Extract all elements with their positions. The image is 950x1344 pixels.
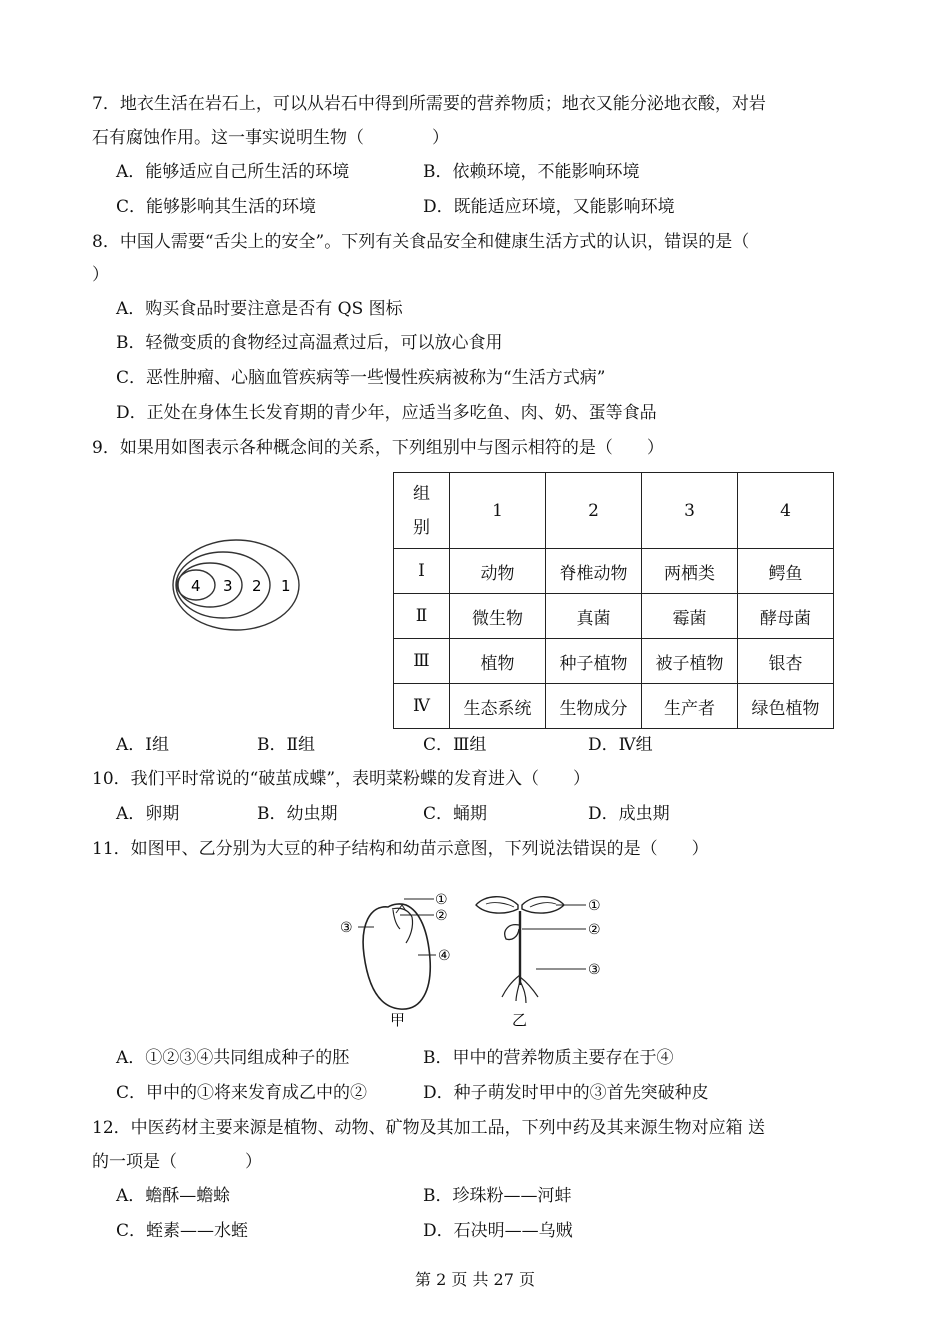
table-cell: 银杏: [738, 639, 834, 684]
table-cell: 绿色植物: [738, 684, 834, 729]
q7-option-d: D．既能适应环境，又能影响环境: [423, 197, 675, 217]
table-cell: 霉菌: [642, 594, 738, 639]
table-cell: 酵母菌: [738, 594, 834, 639]
q8-option-c: C．恶性肿瘤、心脑血管疾病等一些慢性疾病被称为“生活方式病”: [116, 368, 606, 388]
table-row: [394, 684, 834, 729]
q11-stem: 11．如图甲、乙分别为大豆的种子结构和幼苗示意图，下列说法错误的是（ ）: [92, 839, 709, 859]
page-footer: 第 2 页 共 27 页: [415, 1270, 535, 1289]
seedling-label-1: ①: [588, 898, 601, 914]
table-cell: 种子植物: [546, 639, 642, 684]
q12-option-b: B．珍珠粉——河蚌: [423, 1186, 572, 1206]
q7-stem-line1: 7．地衣生活在岩石上，可以从岩石中得到所需要的营养物质；地衣又能分泌地衣酸，对岩: [92, 94, 766, 114]
seed-label-3: ③: [340, 920, 353, 936]
seed-label-4: ④: [438, 948, 451, 964]
q9-stem: 9．如果用如图表示各种概念间的关系，下列组别中与图示相符的是（ ）: [92, 438, 664, 458]
diagram-label-2: 2: [252, 577, 262, 595]
table-cell: 鳄鱼: [738, 549, 834, 594]
table-cell: Ⅳ: [394, 684, 450, 729]
table-header-col3: 3: [642, 473, 738, 549]
q8-option-d: D．正处在身体生长发育期的青少年，应适当多吃鱼、肉、奶、蛋等食品: [116, 403, 657, 423]
q11-option-c: C．甲中的①将来发育成乙中的②: [116, 1083, 368, 1103]
table-row: [394, 594, 834, 639]
table-cell: 真菌: [546, 594, 642, 639]
diagram-label-1: 1: [281, 577, 291, 595]
q9-group-table: [393, 472, 834, 729]
q7-option-a: A．能够适应自己所生活的环境: [116, 162, 350, 182]
q12-option-c: C．蛭素——水蛭: [116, 1221, 249, 1241]
q7-option-c: C．能够影响其生活的环境: [116, 197, 317, 217]
table-cell: 被子植物: [642, 639, 738, 684]
q8-option-b: B．轻微变质的食物经过高温煮过后，可以放心食用: [116, 333, 503, 353]
seedling-label-3: ③: [588, 962, 601, 978]
table-header-col1: 1: [450, 473, 546, 549]
q11-option-b: B．甲中的营养物质主要存在于④: [423, 1048, 674, 1068]
seed-label-1: ①: [435, 892, 448, 908]
q8-stem-line1: 8．中国人需要“舌尖上的安全”。下列有关食品安全和健康生活方式的认识，错误的是（: [92, 232, 750, 252]
table-cell: 生物成分: [546, 684, 642, 729]
q12-option-d: D．石决明——乌贼: [423, 1221, 573, 1241]
table-cell: Ⅱ: [394, 594, 450, 639]
table-header-col2: 2: [546, 473, 642, 549]
seed-label-2: ②: [435, 908, 448, 924]
table-row: [394, 639, 834, 684]
q7-option-b: B．依赖环境，不能影响环境: [423, 162, 640, 182]
caption-yi: 乙: [512, 1011, 528, 1029]
q11-option-a: A．①②③④共同组成种子的胚: [116, 1048, 350, 1068]
table-cell: 微生物: [450, 594, 546, 639]
diagram-label-4: 4: [191, 577, 201, 595]
soybean-seed-seedling-figure: [330, 885, 620, 1035]
q11-option-d: D．种子萌发时甲中的③首先突破种皮: [423, 1083, 709, 1103]
q10-stem: 10．我们平时常说的“破茧成蝶”，表明菜粉蝶的发育进入（ ）: [92, 769, 591, 789]
q8-option-a: A．购买食品时要注意是否有 QS 图标: [116, 299, 403, 319]
table-row: [394, 549, 834, 594]
caption-jia: 甲: [390, 1011, 406, 1029]
nested-ellipse-diagram: [170, 530, 310, 640]
table-cell: 动物: [450, 549, 546, 594]
table-header-group: 组 别: [394, 473, 450, 549]
q10-option-a: A．卵期: [116, 804, 180, 824]
q12-stem-line1: 12．中医药材主要来源是植物、动物、矿物及其加工品，下列中药及其来源生物对应箱 送: [92, 1118, 766, 1138]
table-header-col4: 4: [738, 473, 834, 549]
q9-option-d: D．Ⅳ组: [588, 735, 653, 755]
table-cell: 生态系统: [450, 684, 546, 729]
table-cell: Ⅲ: [394, 639, 450, 684]
q10-option-d: D．成虫期: [588, 804, 670, 824]
q12-stem-line2: 的一项是（ ）: [92, 1152, 262, 1172]
q10-option-b: B．幼虫期: [257, 804, 338, 824]
table-cell: Ⅰ: [394, 549, 450, 594]
q7-stem-line2: 石有腐蚀作用。这一事实说明生物（ ）: [92, 128, 449, 148]
table-cell: 脊椎动物: [546, 549, 642, 594]
q10-option-c: C．蛹期: [423, 804, 488, 824]
table-cell: 生产者: [642, 684, 738, 729]
seed-diagram: [340, 892, 451, 1029]
table-header-row: [394, 473, 834, 549]
table-cell: 两栖类: [642, 549, 738, 594]
seedling-diagram: [476, 897, 601, 1029]
q12-option-a: A．蟾酥—蟾蜍: [116, 1186, 231, 1206]
diagram-label-3: 3: [223, 577, 233, 595]
q9-option-c: C．Ⅲ组: [423, 735, 487, 755]
q8-stem-line2: ）: [92, 265, 109, 285]
q9-option-b: B．Ⅱ组: [257, 735, 316, 755]
q9-option-a: A．Ⅰ组: [116, 735, 169, 755]
table-cell: 植物: [450, 639, 546, 684]
seedling-label-2: ②: [588, 922, 601, 938]
